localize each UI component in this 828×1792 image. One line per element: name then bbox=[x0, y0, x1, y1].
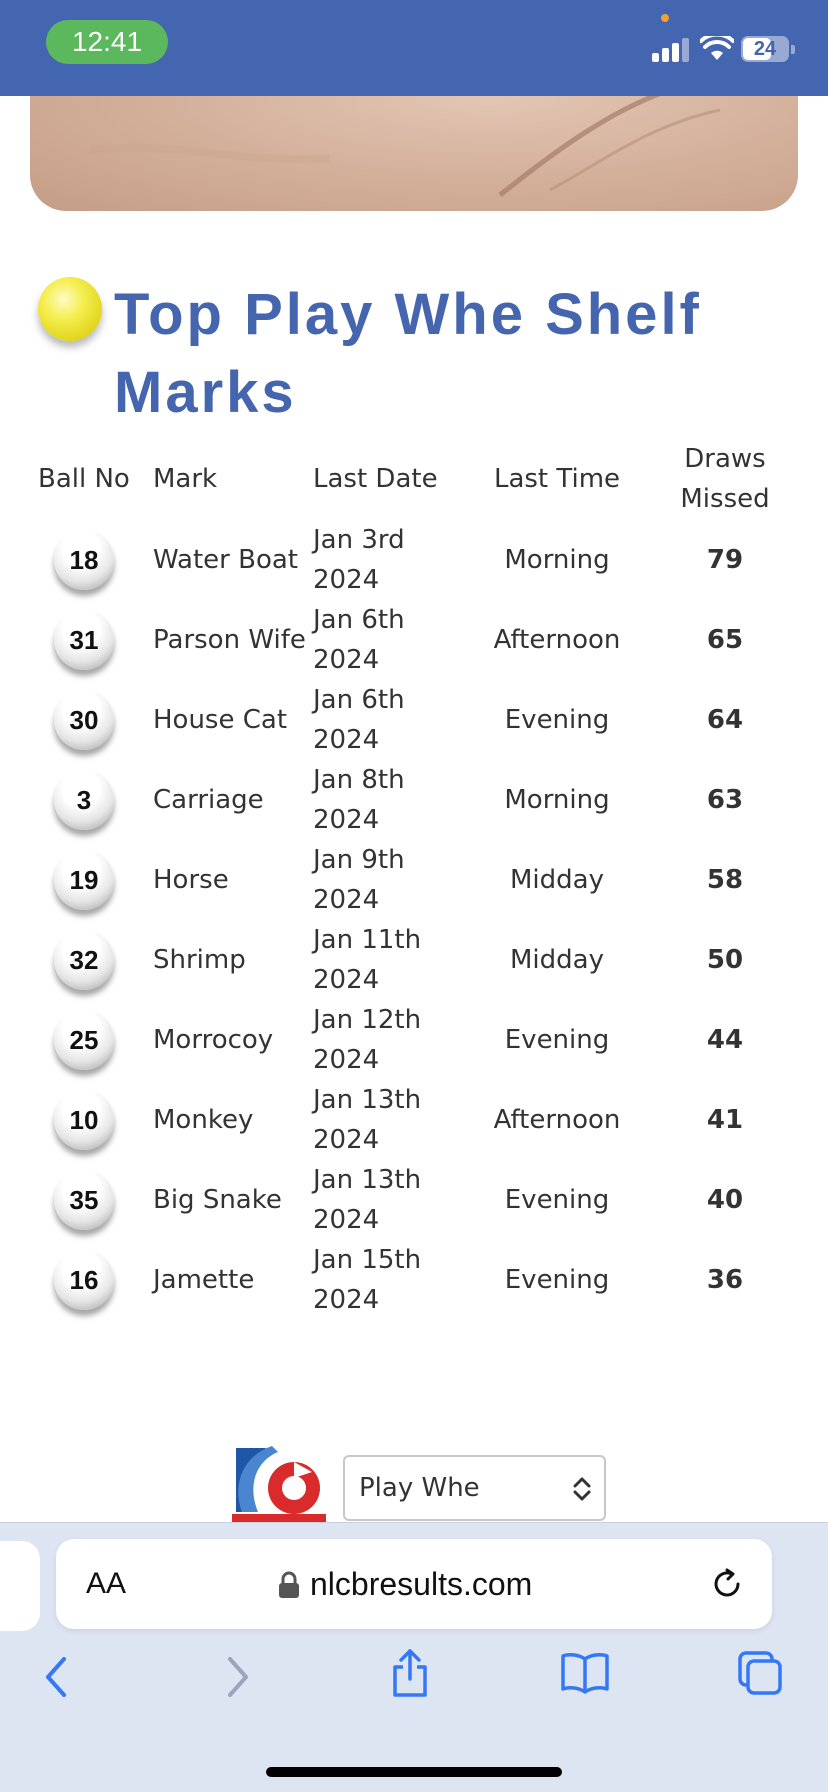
header-mark: Mark bbox=[153, 464, 218, 494]
mark-name: Carriage bbox=[153, 785, 264, 815]
table-row bbox=[30, 840, 800, 920]
last-time: Evening bbox=[504, 1025, 610, 1055]
mark-name: Shrimp bbox=[153, 945, 246, 975]
mark-name: Parson Wife bbox=[153, 625, 306, 655]
last-time: Evening bbox=[504, 705, 610, 735]
ball-number-icon: 31 bbox=[54, 610, 114, 670]
ball-number-icon: 25 bbox=[54, 1010, 114, 1070]
table-row bbox=[30, 520, 800, 600]
last-date: Jan 6th 2024 bbox=[313, 605, 405, 675]
battery-level: 24 bbox=[753, 38, 777, 60]
table-row bbox=[30, 680, 800, 760]
ball-number-icon: 3 bbox=[54, 770, 114, 830]
draws-missed: 50 bbox=[706, 945, 744, 975]
lotto-plus-logo-icon[interactable] bbox=[232, 1442, 326, 1522]
last-date: Jan 12th 2024 bbox=[313, 1005, 422, 1075]
game-select-value: Play Whe bbox=[359, 1473, 480, 1503]
reload-icon[interactable] bbox=[710, 1567, 744, 1601]
ball-number-icon: 10 bbox=[54, 1090, 114, 1150]
draws-missed: 79 bbox=[706, 545, 744, 575]
last-time: Midday bbox=[510, 945, 604, 975]
ball-number-icon: 35 bbox=[54, 1170, 114, 1230]
last-time: Afternoon bbox=[493, 1105, 621, 1135]
table-row bbox=[30, 1080, 800, 1160]
lock-icon bbox=[278, 1571, 300, 1599]
last-date: Jan 8th 2024 bbox=[313, 765, 405, 835]
last-time: Morning bbox=[504, 545, 610, 575]
cellular-signal-icon bbox=[652, 38, 692, 62]
forward-icon[interactable] bbox=[222, 1655, 252, 1699]
draws-missed: 40 bbox=[706, 1185, 744, 1215]
wifi-icon bbox=[700, 36, 734, 62]
yellow-ball-icon bbox=[38, 277, 102, 341]
table-row bbox=[30, 1240, 800, 1320]
last-date: Jan 13th 2024 bbox=[313, 1085, 422, 1155]
last-date: Jan 13th 2024 bbox=[313, 1165, 422, 1235]
status-time[interactable]: 12:41 bbox=[46, 20, 168, 64]
last-time: Midday bbox=[510, 865, 604, 895]
mark-name: Big Snake bbox=[153, 1185, 282, 1215]
game-select[interactable] bbox=[343, 1455, 606, 1521]
mark-name: Monkey bbox=[153, 1105, 254, 1135]
previous-tab-peek[interactable] bbox=[0, 1541, 40, 1631]
draws-missed: 44 bbox=[706, 1025, 744, 1055]
mark-name: Jamette bbox=[153, 1265, 255, 1295]
draws-missed: 41 bbox=[706, 1105, 744, 1135]
last-date: Jan 9th 2024 bbox=[313, 845, 405, 915]
table-row bbox=[30, 760, 800, 840]
browser-chrome bbox=[0, 1522, 828, 1792]
ball-number-icon: 18 bbox=[54, 530, 114, 590]
mark-name: Morrocoy bbox=[153, 1025, 274, 1055]
draws-missed: 65 bbox=[706, 625, 744, 655]
header-last-date: Last Date bbox=[313, 464, 438, 494]
mark-name: House Cat bbox=[153, 705, 288, 735]
ball-number-icon: 19 bbox=[54, 850, 114, 910]
table-row bbox=[30, 600, 800, 680]
header-draws-missed: Draws Missed bbox=[680, 444, 770, 514]
table-header bbox=[30, 438, 800, 520]
chevron-up-down-icon bbox=[572, 1475, 592, 1503]
table-row bbox=[30, 1160, 800, 1240]
ball-number-icon: 30 bbox=[54, 690, 114, 750]
section-title: Top Play Whe Shelf Marks bbox=[114, 282, 702, 425]
last-time: Afternoon bbox=[493, 625, 621, 655]
last-date: Jan 15th 2024 bbox=[313, 1245, 422, 1315]
last-time: Morning bbox=[504, 785, 610, 815]
table-row bbox=[30, 920, 800, 1000]
bookmarks-icon[interactable] bbox=[560, 1651, 610, 1695]
last-date: Jan 11th 2024 bbox=[313, 925, 422, 995]
text-size-button[interactable] bbox=[86, 1539, 126, 1629]
shelf-marks-table bbox=[30, 438, 800, 1320]
mark-name: Water Boat bbox=[153, 545, 298, 575]
battery-icon bbox=[741, 36, 789, 62]
home-indicator bbox=[266, 1767, 562, 1777]
ball-number-icon: 16 bbox=[54, 1250, 114, 1310]
ball-number-icon: 32 bbox=[54, 930, 114, 990]
draws-missed: 36 bbox=[706, 1265, 744, 1295]
url-text[interactable]: nlcbresults.com bbox=[310, 1566, 533, 1602]
battery-cap bbox=[791, 45, 795, 54]
last-time: Evening bbox=[504, 1265, 610, 1295]
back-icon[interactable] bbox=[42, 1655, 72, 1699]
draws-missed: 58 bbox=[706, 865, 744, 895]
text-size-label: AA bbox=[86, 1567, 127, 1600]
draws-missed: 64 bbox=[706, 705, 744, 735]
mark-name: Horse bbox=[153, 865, 229, 895]
header-last-time: Last Time bbox=[493, 464, 621, 494]
last-date: Jan 3rd 2024 bbox=[313, 525, 405, 595]
draws-missed: 63 bbox=[706, 785, 744, 815]
recording-dot-icon bbox=[661, 14, 669, 22]
table-body bbox=[30, 520, 800, 1320]
header-ball-no: Ball No bbox=[38, 464, 130, 494]
tabs-icon[interactable] bbox=[736, 1649, 784, 1697]
last-time: Evening bbox=[504, 1185, 610, 1215]
table-row bbox=[30, 1000, 800, 1080]
status-bar bbox=[0, 0, 828, 96]
last-date: Jan 6th 2024 bbox=[313, 685, 405, 755]
share-icon[interactable] bbox=[390, 1647, 430, 1699]
address-bar[interactable] bbox=[56, 1539, 772, 1629]
